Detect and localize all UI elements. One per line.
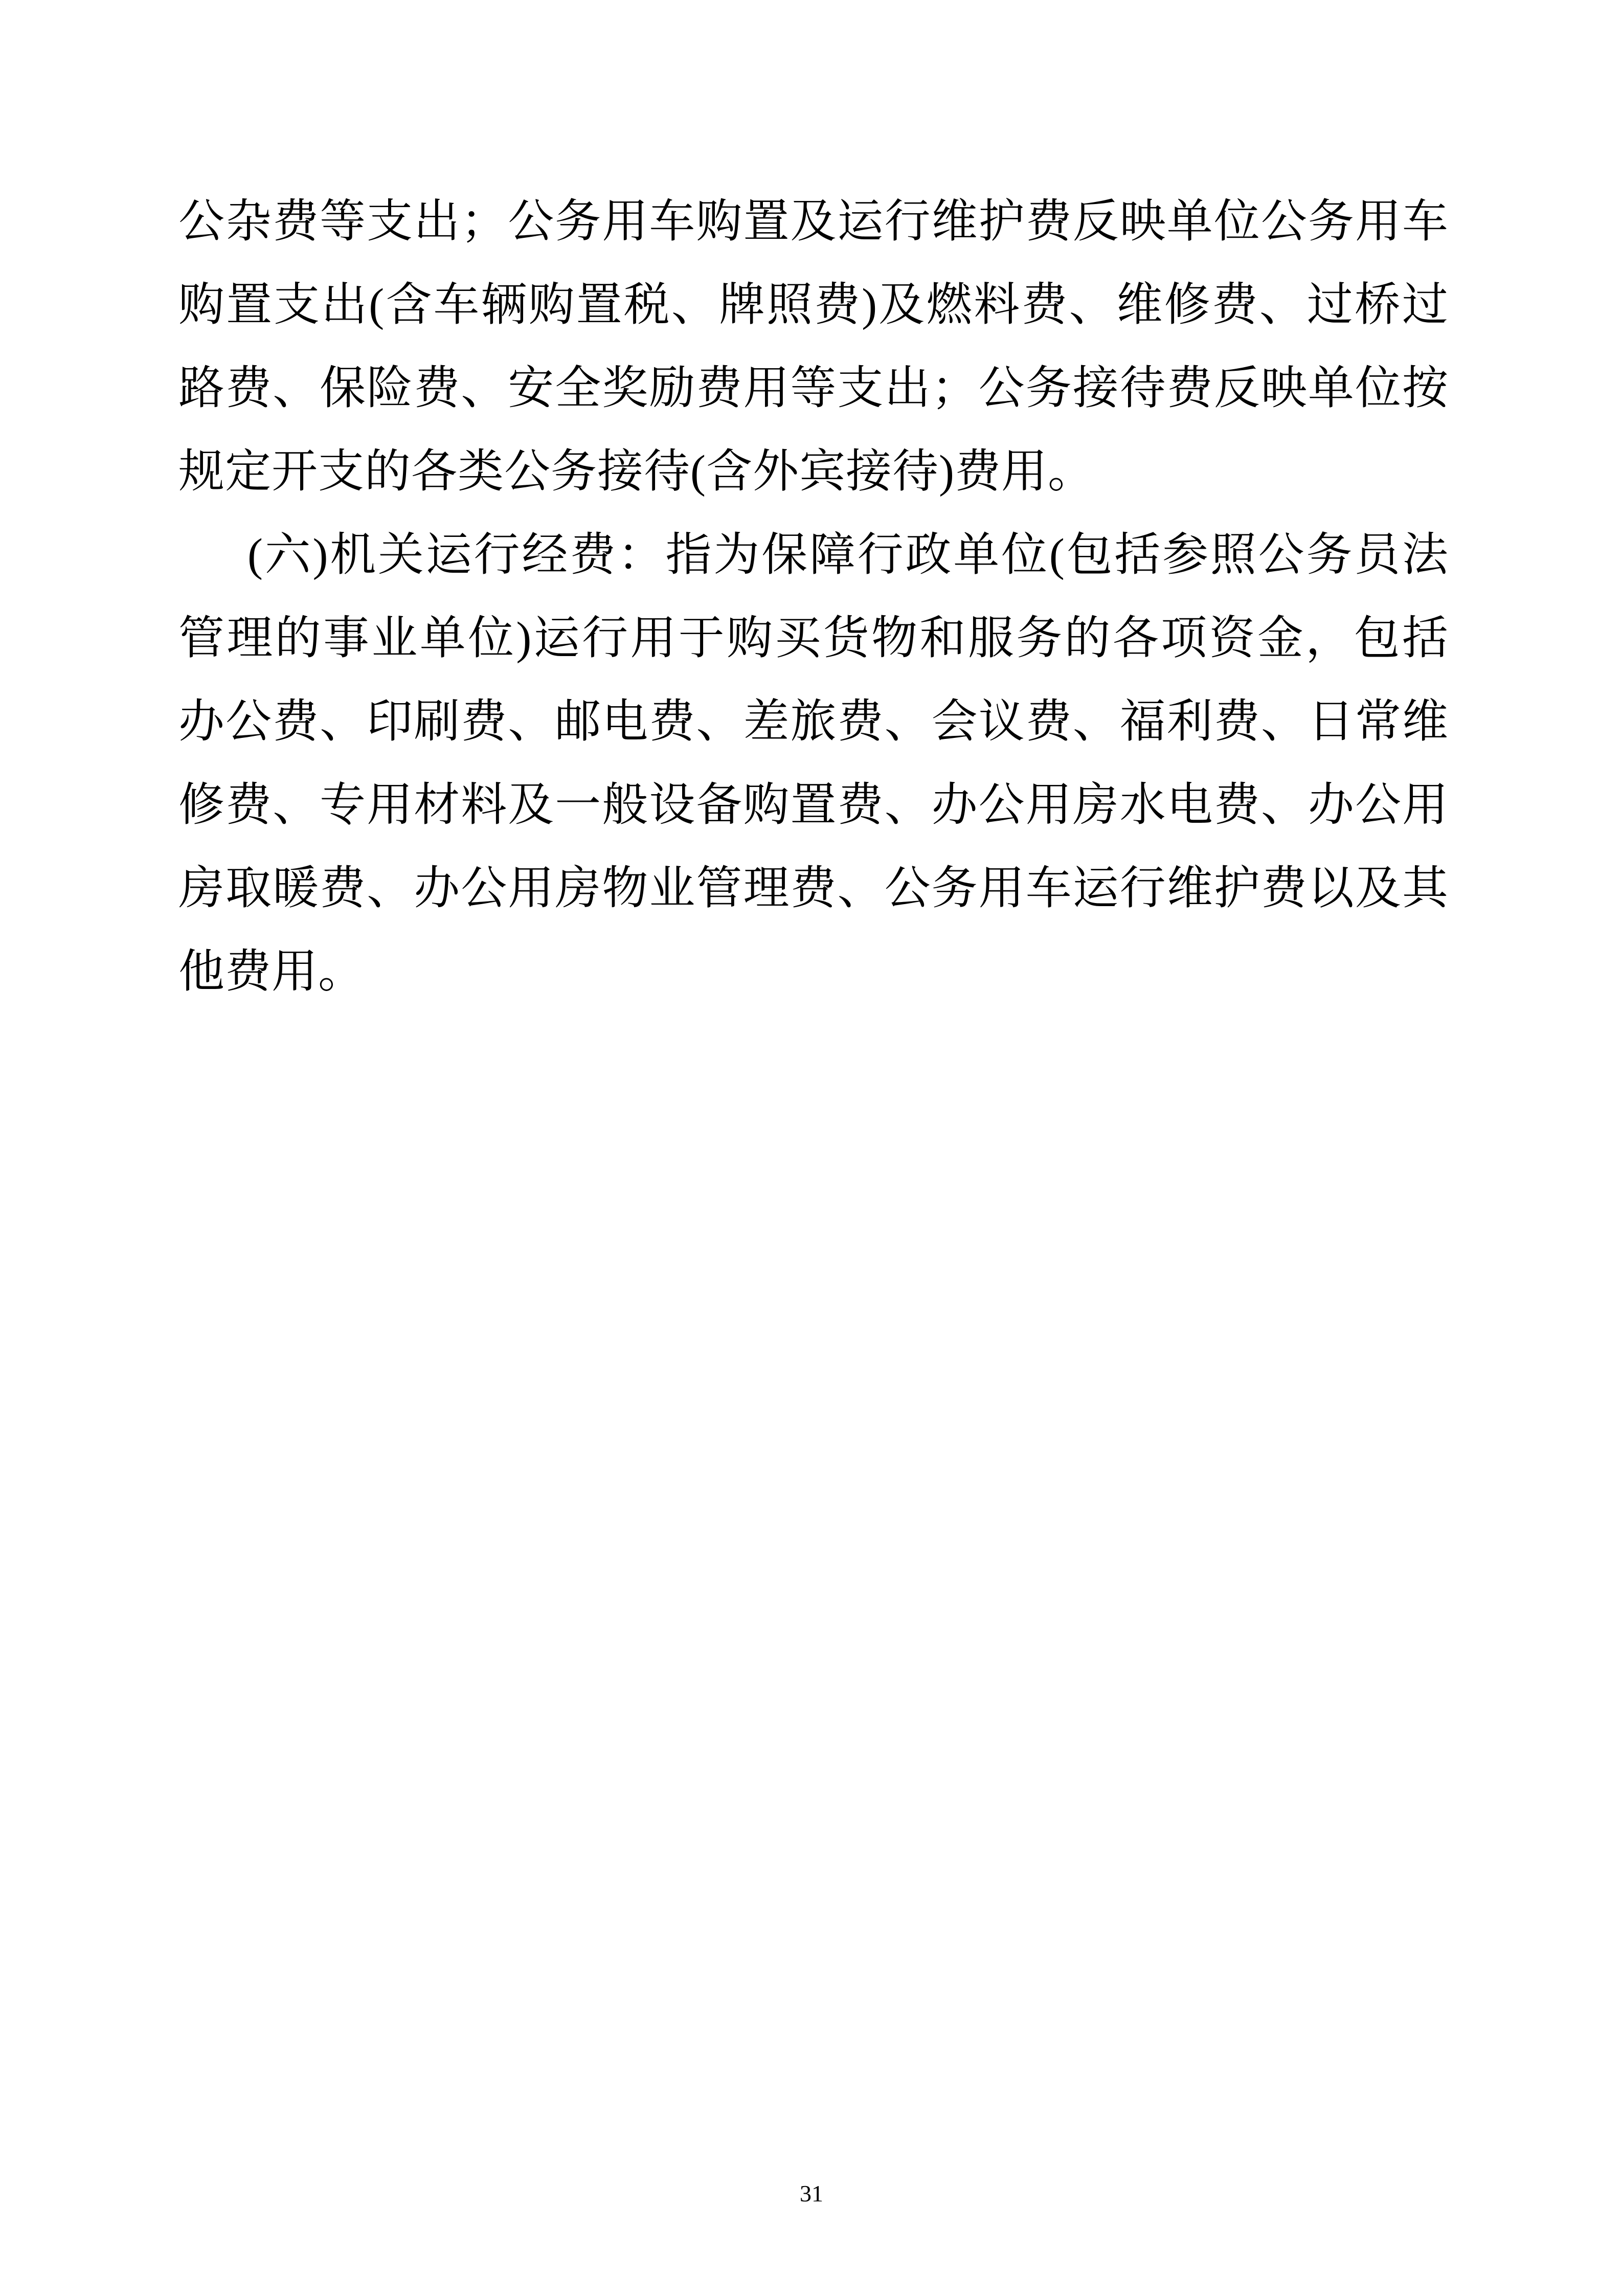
paragraph-expense-description: 公杂费等支出；公务用车购置及运行维护费反映单位公务用车购置支出(含车辆购置税、牌照费)及燃料费、维修费、过桥过路费、保险费、安全奖励费用等支出；公务接待费反映单位按规定开支的各类公务接待(含外宾接待)费用。 — [178, 196, 1449, 497]
paragraph-agency-operating-funds: (六)机关运行经费：指为保障行政单位(包括参照公务员法管理的事业单位)运行用于购买货物和服务的各项资金，包括办公费、印刷费、邮电费、差旅费、会议费、福利费、日常维修费、专用材料及一般设备购置费、办公用房水电费、办公用房取暖费、办公用房物业管理费、公务用车运行维护费以及其他费用。 — [178, 530, 1449, 997]
page-footer — [0, 2179, 1623, 2208]
text-block — [178, 180, 1449, 1014]
page-number: 31 — [800, 2180, 823, 2207]
